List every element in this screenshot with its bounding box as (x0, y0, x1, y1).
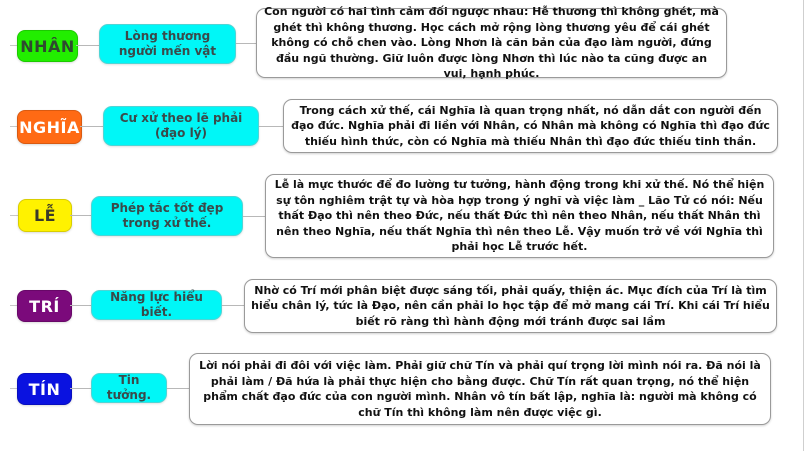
detail-node-nhan[interactable]: Con người có hai tình cảm đối ngược nhau: Hễ thương thì không ghét, mà ghét thì không thương. Học cách mở rộng lòng thương yêu để cái ghét không có chỗ chen vào. Lòng Nhơn là căn bản của đạo làm người, đứng đầu ngũ thường. Giữ luôn được lòng Nhơn thì lúc nào ta cũng được an vui, hạnh phúc. (256, 8, 727, 78)
concept-node-nhan[interactable]: Lòng thương người mến vật (99, 24, 236, 64)
connector-line (70, 305, 91, 306)
concept-node-tri[interactable]: Năng lực hiểu biết. (91, 290, 222, 320)
connector-line (167, 388, 189, 389)
concept-node-le[interactable]: Phép tắc tốt đẹp trong xử thế. (91, 196, 243, 236)
key-node-tin[interactable]: TÍN (17, 373, 72, 405)
connector-line (259, 126, 283, 127)
key-node-le[interactable]: LỄ (18, 199, 72, 232)
concept-node-tin[interactable]: Tin tưởng. (91, 373, 167, 403)
connector-line (80, 126, 103, 127)
connector-line (243, 216, 265, 217)
detail-node-tin[interactable]: Lời nói phải đi đôi với việc làm. Phải giữ chữ Tín và phải quí trọng lời mình nói ra. Đã nói là phải làm / Đã hứa là phải thực hiện cho bằng được. Chữ Tín rất quan trọng, nó thể hiện phẩm chất đạo đức của con người mình. Nhân vô tín bất lập, nghĩa là: người mà không có chữ Tín thì không làm nên được việc gì. (189, 353, 771, 425)
key-node-nghia[interactable]: NGHĨA (17, 110, 82, 144)
detail-node-tri[interactable]: Nhờ có Trí mới phân biệt được sáng tối, phải quấy, thiện ác. Mục đích của Trí là tìm hiểu chân lý, tức là Đạo, nên cần phải lo học tập để mở mang cái Trí. Khi cái Trí hiểu biết rõ ràng thì hành động mới tránh được sai lầm (244, 279, 777, 333)
connector-line (76, 45, 99, 46)
connector-stub (10, 215, 18, 216)
key-node-tri[interactable]: TRÍ (17, 290, 72, 322)
scroll-edge-divider (803, 0, 804, 451)
connector-line (70, 388, 91, 389)
connector-line (236, 43, 256, 44)
detail-node-le[interactable]: Lễ là mực thước để đo lường tư tưởng, hành động trong khi xử thế. Nó thể hiện sự tôn nghiêm trật tự và hòa hợp trong ý nghĩ và việc làm _ Lão Tử có nói: Nếu thất Đạo thì nên theo Đức, nếu thất Đức thì nên theo Nhân, nếu thất Nhân thì nên theo Nghĩa, nếu thất Nghĩa thì nên theo Lễ. Vậy muốn trở về với Nghĩa thì phải học Lễ trước hết. (265, 174, 774, 258)
key-node-nhan[interactable]: NHÂN (17, 30, 78, 62)
concept-node-nghia[interactable]: Cư xử theo lẽ phải (đạo lý) (103, 106, 259, 146)
connector-line (222, 305, 244, 306)
detail-node-nghia[interactable]: Trong cách xử thế, cái Nghĩa là quan trọng nhất, nó dẫn dắt con người đến đạo đức. Nghĩa phải đi liền với Nhân, có Nhân mà không có Nghĩa thì đạo đức thiếu hình thức, còn có Nghĩa mà thiếu Nhân thì đạo đức thiếu tinh thần. (283, 99, 778, 153)
connector-line (70, 215, 91, 216)
